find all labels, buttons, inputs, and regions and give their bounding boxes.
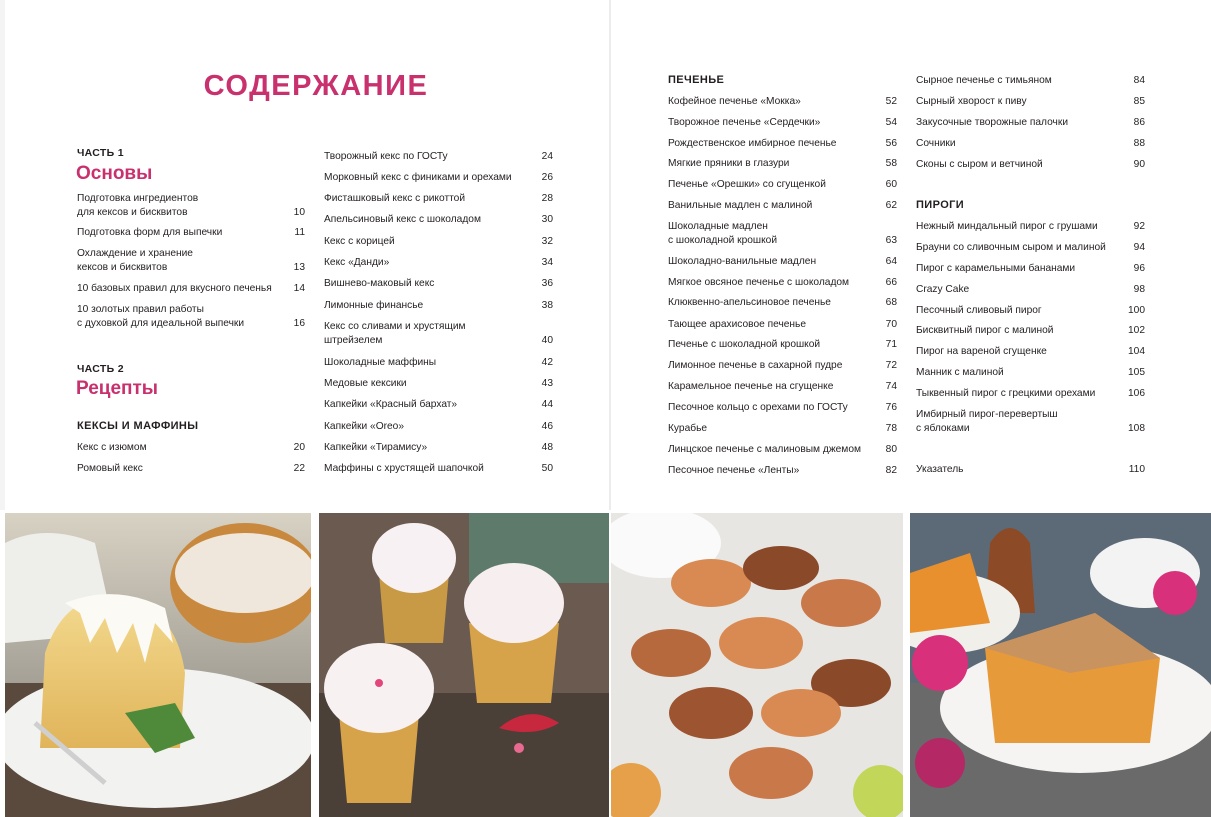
toc-entry-page: 82 bbox=[885, 465, 897, 476]
toc-entry-page: 96 bbox=[1133, 263, 1145, 274]
toc-entry-page: 43 bbox=[541, 378, 553, 389]
toc-entry-title: Закусочные творожные палочки bbox=[916, 117, 1069, 128]
toc-entry-page: 30 bbox=[541, 214, 553, 225]
toc-entry-page: 68 bbox=[885, 297, 897, 308]
toc-entry-title: Тыквенный пирог с грецкими орехами bbox=[916, 388, 1096, 399]
toc-entry[interactable] bbox=[916, 345, 1145, 359]
toc-entry[interactable] bbox=[916, 95, 1145, 109]
toc-entry-page: 38 bbox=[541, 300, 553, 311]
toc-entry-page: 52 bbox=[885, 96, 897, 107]
toc-entry-page: 110 bbox=[1128, 464, 1145, 475]
toc-entry[interactable] bbox=[668, 422, 897, 436]
toc-entry-page: 10 bbox=[293, 207, 305, 218]
toc-entry-title: Маффины с хрустящей шапочкой bbox=[324, 463, 484, 474]
toc-entry[interactable] bbox=[668, 137, 897, 151]
toc-entry-page: 42 bbox=[541, 357, 553, 368]
toc-entry-page: 50 bbox=[541, 463, 553, 474]
toc-entry[interactable] bbox=[916, 304, 1145, 318]
toc-entry[interactable] bbox=[324, 171, 553, 185]
toc-entry-page: 58 bbox=[885, 158, 897, 169]
toc-entry[interactable] bbox=[916, 387, 1145, 401]
section-cookies: ПЕЧЕНЬЕ bbox=[668, 74, 725, 86]
toc-entry[interactable] bbox=[324, 150, 553, 164]
toc-entry[interactable] bbox=[324, 277, 553, 291]
toc-entry-page: 105 bbox=[1128, 367, 1145, 378]
toc-entry[interactable] bbox=[668, 220, 897, 248]
toc-entry[interactable] bbox=[324, 256, 553, 270]
toc-entry-page: 14 bbox=[293, 283, 305, 294]
toc-entry-page: 24 bbox=[541, 151, 553, 162]
toc-entry[interactable] bbox=[324, 320, 553, 348]
toc-entry[interactable] bbox=[668, 178, 897, 192]
toc-entry-page: 63 bbox=[885, 235, 897, 246]
toc-entry-page: 86 bbox=[1133, 117, 1145, 128]
toc-entry[interactable] bbox=[77, 441, 305, 455]
toc-entry[interactable] bbox=[668, 199, 897, 213]
toc-entry-page: 36 bbox=[541, 278, 553, 289]
toc-entry-page: 48 bbox=[541, 442, 553, 453]
part2-label: ЧАСТЬ 2 bbox=[77, 363, 124, 375]
toc-entry-page: 66 bbox=[885, 277, 897, 288]
toc-entry-title: Лимонные финансье bbox=[324, 300, 424, 311]
toc-entry-title: Шоколадные маффины bbox=[324, 357, 437, 368]
bundt-cake-photo bbox=[5, 513, 311, 817]
toc-entry-title: Кекс со сливами и хрустящим штрейзелем bbox=[324, 321, 466, 346]
toc-entry-page: 11 bbox=[294, 227, 305, 238]
part1-title: Основы bbox=[76, 163, 153, 184]
toc-entry-page: 70 bbox=[885, 319, 897, 330]
toc-entry[interactable] bbox=[916, 366, 1145, 380]
toc-entry-title: Мягкое овсяное печенье с шоколадом bbox=[668, 277, 850, 288]
toc-entry-page: 54 bbox=[885, 117, 897, 128]
toc-entry-title: Кофейное печенье «Мокка» bbox=[668, 96, 801, 107]
toc-entry[interactable] bbox=[324, 213, 553, 227]
toc-entry-page: 44 bbox=[541, 399, 553, 410]
toc-entry[interactable] bbox=[77, 247, 305, 275]
madeleines-photo bbox=[611, 513, 903, 817]
toc-entry[interactable] bbox=[916, 241, 1145, 255]
toc-entry-title: Подготовка ингредиентов для кексов и бисквитов bbox=[77, 193, 199, 218]
toc-entry-page: 78 bbox=[885, 423, 897, 434]
toc-entry[interactable] bbox=[324, 462, 553, 476]
part1-label: ЧАСТЬ 1 bbox=[77, 147, 124, 159]
toc-entry-title: Охлаждение и хранение кексов и бисквитов bbox=[77, 248, 193, 273]
toc-entry[interactable] bbox=[916, 116, 1145, 130]
toc-entry[interactable] bbox=[324, 299, 553, 313]
toc-entry-title: Медовые кексики bbox=[324, 378, 407, 389]
pumpkin-cake-photo bbox=[910, 513, 1211, 817]
toc-entry-title: Песочный сливовый пирог bbox=[916, 305, 1042, 316]
toc-entry-page: 84 bbox=[1133, 75, 1145, 86]
toc-entry-title: Вишнево-маковый кекс bbox=[324, 278, 435, 289]
toc-entry-title: Капкейки «Oreo» bbox=[324, 421, 405, 432]
toc-entry-page: 100 bbox=[1128, 305, 1145, 316]
toc-entry-page: 76 bbox=[885, 402, 897, 413]
toc-entry-title: Капкейки «Красный бархат» bbox=[324, 399, 458, 410]
toc-entry-index[interactable] bbox=[916, 463, 1145, 477]
toc-entry[interactable] bbox=[668, 401, 897, 415]
toc-entry[interactable] bbox=[916, 283, 1145, 297]
toc-entry-title: Кекс «Данди» bbox=[324, 257, 390, 268]
toc-entry-page: 20 bbox=[293, 442, 305, 453]
toc-entry[interactable] bbox=[668, 95, 897, 109]
toc-entry-title: Песочное печенье «Ленты» bbox=[668, 465, 800, 476]
toc-entry-title: Сырное печенье с тимьяном bbox=[916, 75, 1052, 86]
toc-entry-page: 22 bbox=[293, 463, 305, 474]
toc-entry-page: 88 bbox=[1133, 138, 1145, 149]
toc-entry-title: Шоколадно-ванильные мадлен bbox=[668, 256, 817, 267]
page-title: СОДЕРЖАНИЕ bbox=[203, 70, 429, 102]
toc-entry-title: Кекс с изюмом bbox=[77, 442, 147, 453]
toc-entry[interactable] bbox=[77, 226, 305, 240]
toc-entry-page: 16 bbox=[293, 318, 305, 329]
toc-entry[interactable] bbox=[916, 137, 1145, 151]
toc-entry-title: Лимонное печенье в сахарной пудре bbox=[668, 360, 843, 371]
toc-entry[interactable] bbox=[324, 377, 553, 391]
toc-entry[interactable] bbox=[668, 464, 897, 478]
toc-entry[interactable] bbox=[916, 262, 1145, 276]
toc-entry-page: 13 bbox=[293, 262, 305, 273]
toc-entry[interactable] bbox=[324, 441, 553, 455]
toc-entry[interactable] bbox=[324, 398, 553, 412]
toc-entry-title: Рождественское имбирное печенье bbox=[668, 138, 837, 149]
section-pies: ПИРОГИ bbox=[916, 199, 965, 211]
toc-entry[interactable] bbox=[916, 220, 1145, 234]
toc-entry-title: Нежный миндальный пирог с грушами bbox=[916, 221, 1098, 232]
toc-entry-page: 56 bbox=[885, 138, 897, 149]
toc-entry-title: Апельсиновый кекс с шоколадом bbox=[324, 214, 481, 225]
toc-entry-title: Фисташковый кекс с рикоттой bbox=[324, 193, 466, 204]
toc-entry[interactable] bbox=[77, 282, 305, 296]
toc-entry-title: Кекс с корицей bbox=[324, 236, 395, 247]
toc-entry-title: Ромовый кекс bbox=[77, 463, 143, 474]
toc-entry[interactable] bbox=[668, 443, 897, 457]
toc-entry-title: Мягкие пряники в глазури bbox=[668, 158, 790, 169]
toc-entry-page: 74 bbox=[885, 381, 897, 392]
section-muffins: КЕКСЫ И МАФФИНЫ bbox=[77, 420, 199, 432]
toc-entry-title: Сочники bbox=[916, 138, 956, 149]
toc-entry-title: Имбирный пирог-перевертыш с яблоками bbox=[916, 409, 1058, 434]
toc-entry[interactable] bbox=[324, 420, 553, 434]
toc-entry-page: 85 bbox=[1133, 96, 1145, 107]
toc-entry-page: 92 bbox=[1133, 221, 1145, 232]
toc-entry-page: 102 bbox=[1128, 325, 1145, 336]
toc-entry[interactable] bbox=[668, 116, 897, 130]
toc-entry-title: Карамельное печенье на сгущенке bbox=[668, 381, 834, 392]
toc-entry-title: 10 базовых правил для вкусного печенья bbox=[77, 283, 272, 294]
toc-entry-title: Манник с малиной bbox=[916, 367, 1004, 378]
toc-entry-title: Указатель bbox=[916, 464, 964, 475]
toc-entry[interactable] bbox=[916, 74, 1145, 88]
toc-entry-title: Ванильные мадлен с малиной bbox=[668, 200, 813, 211]
toc-entry[interactable] bbox=[668, 318, 897, 332]
toc-entry-title: Печенье «Орешки» со сгущенкой bbox=[668, 179, 826, 190]
toc-entry-title: Пирог на вареной сгущенке bbox=[916, 346, 1047, 357]
toc-entry-title: Курабье bbox=[668, 423, 708, 434]
toc-entry-title: Тающее арахисовое печенье bbox=[668, 319, 807, 330]
toc-entry-page: 34 bbox=[541, 257, 553, 268]
toc-entry-title: Линцское печенье с малиновым джемом bbox=[668, 444, 861, 455]
toc-entry-page: 46 bbox=[541, 421, 553, 432]
toc-entry-page: 62 bbox=[885, 200, 897, 211]
toc-entry-title: Подготовка форм для выпечки bbox=[77, 227, 223, 238]
toc-entry-page: 71 bbox=[885, 339, 897, 350]
toc-entry[interactable] bbox=[916, 408, 1145, 436]
toc-entry-title: 10 золотых правил работы с духовкой для идеальной выпечки bbox=[77, 304, 245, 329]
toc-entry[interactable] bbox=[324, 192, 553, 206]
toc-entry[interactable] bbox=[324, 235, 553, 249]
toc-entry-title: Творожный кекс по ГОСТу bbox=[324, 151, 448, 162]
toc-entry-page: 40 bbox=[541, 335, 553, 346]
toc-entry-page: 90 bbox=[1133, 159, 1145, 170]
toc-entry-page: 28 bbox=[541, 193, 553, 204]
photo-strip bbox=[0, 513, 1211, 817]
toc-entry-page: 104 bbox=[1128, 346, 1145, 357]
toc-entry-title: Морковный кекс с финиками и орехами bbox=[324, 172, 512, 183]
toc-entry[interactable] bbox=[916, 324, 1145, 338]
toc-entry-page: 108 bbox=[1128, 423, 1145, 434]
toc-entry-title: Сконы с сыром и ветчиной bbox=[916, 159, 1043, 170]
toc-entry-page: 98 bbox=[1133, 284, 1145, 295]
toc-entry-page: 80 bbox=[885, 444, 897, 455]
toc-entry-page: 26 bbox=[541, 172, 553, 183]
toc-entry-title: Crazy Cake bbox=[916, 284, 970, 295]
toc-entry-page: 64 bbox=[885, 256, 897, 267]
toc-entry-title: Бисквитный пирог с малиной bbox=[916, 325, 1054, 336]
toc-entry[interactable] bbox=[668, 276, 897, 290]
toc-entry[interactable] bbox=[668, 157, 897, 171]
toc-entry[interactable] bbox=[668, 359, 897, 373]
toc-entry-page: 106 bbox=[1128, 388, 1145, 399]
toc-entry-title: Брауни со сливочным сыром и малиной bbox=[916, 242, 1106, 253]
toc-entry-page: 32 bbox=[541, 236, 553, 247]
toc-entry-title: Пирог с карамельными бананами bbox=[916, 263, 1076, 274]
toc-entry-title: Шоколадные мадлен с шоколадной крошкой bbox=[668, 221, 778, 246]
toc-entry-page: 60 bbox=[885, 179, 897, 190]
toc-entry[interactable] bbox=[668, 255, 897, 269]
toc-entry-title: Печенье с шоколадной крошкой bbox=[668, 339, 821, 350]
toc-entry-title: Клюквенно-апельсиновое печенье bbox=[668, 297, 831, 308]
toc-entry-title: Песочное кольцо с орехами по ГОСТу bbox=[668, 402, 848, 413]
toc-entry-title: Сырный хворост к пиву bbox=[916, 96, 1027, 107]
part2-title: Рецепты bbox=[76, 378, 159, 399]
toc-entry[interactable] bbox=[668, 338, 897, 352]
cupcakes-photo bbox=[319, 513, 609, 817]
toc-entry[interactable] bbox=[324, 356, 553, 370]
toc-entry-page: 94 bbox=[1133, 242, 1145, 253]
toc-entry[interactable] bbox=[916, 158, 1145, 172]
toc-entry-title: Капкейки «Тирамису» bbox=[324, 442, 428, 453]
toc-entry-page: 72 bbox=[885, 360, 897, 371]
toc-entry[interactable] bbox=[668, 296, 897, 310]
toc-entry[interactable] bbox=[77, 303, 305, 331]
toc-entry[interactable] bbox=[77, 192, 305, 220]
toc-entry-title: Творожное печенье «Сердечки» bbox=[668, 117, 821, 128]
toc-entry[interactable] bbox=[77, 462, 305, 476]
toc-entry[interactable] bbox=[668, 380, 897, 394]
